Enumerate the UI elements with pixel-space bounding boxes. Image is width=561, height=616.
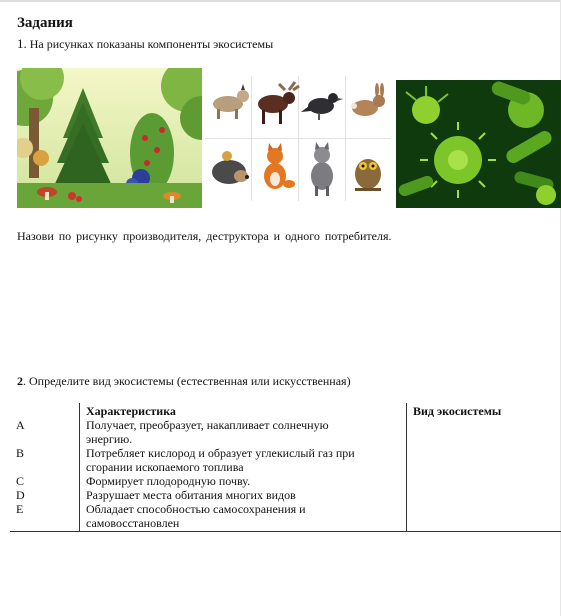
crow-icon <box>301 93 343 120</box>
row-letter: B <box>10 446 80 474</box>
line: самовосстановлен <box>86 516 180 530</box>
table-row <box>10 418 561 446</box>
row-ecosystem-type-cell[interactable] <box>407 502 561 532</box>
task-1-label: На рисунках показаны компоненты экосистемы <box>29 37 274 51</box>
top-border <box>0 0 561 2</box>
row-ecosystem-type-cell[interactable] <box>407 418 561 446</box>
hedgehog-icon <box>212 151 249 184</box>
line: Потребляет кислород и образует углекислый газ при <box>86 446 355 460</box>
task-2-text <box>17 374 351 389</box>
animals-image <box>205 76 391 201</box>
page-heading: Задания <box>17 15 73 31</box>
row-ecosystem-type-cell[interactable] <box>407 488 561 502</box>
row-letter: E <box>10 502 80 532</box>
task-2-label: . Определите вид экосистемы (естественная или искусственная) <box>23 374 351 388</box>
row-characteristic <box>80 488 407 502</box>
moose-icon <box>258 82 299 124</box>
question-text: Назови по рисунку производителя, деструктора и одного потребителя. <box>17 229 392 243</box>
line: Формирует плодородную почву. <box>86 474 251 488</box>
forest-image <box>17 68 202 208</box>
owl-icon <box>355 159 381 191</box>
row-characteristic <box>80 474 407 488</box>
line: Обладает способностью самосохранения и <box>86 502 306 516</box>
table-row <box>10 446 561 474</box>
header-letter <box>10 403 80 418</box>
lynx-icon <box>213 84 249 119</box>
row-characteristic <box>80 502 407 532</box>
row-characteristic <box>80 446 407 474</box>
row-letter: C <box>10 474 80 488</box>
line: Получает, преобразует, накапливает солнечную <box>86 418 329 432</box>
ecosystem-table <box>10 403 561 532</box>
row-ecosystem-type-cell[interactable] <box>407 446 561 474</box>
table-row <box>10 488 561 502</box>
bacteria-image <box>396 80 561 208</box>
header-characteristic: Характеристика <box>80 403 407 418</box>
row-characteristic <box>80 418 407 446</box>
line: сгорании ископаемого топлива <box>86 460 244 474</box>
table-row <box>10 474 561 488</box>
header-ecosystem-type: Вид экосистемы <box>413 404 502 418</box>
row-letter: D <box>10 488 80 502</box>
row-ecosystem-type-cell[interactable] <box>407 474 561 488</box>
task-1-number: 1. <box>17 36 27 51</box>
line: Разрушает места обитания многих видов <box>86 488 296 502</box>
fox-icon <box>264 143 295 189</box>
table-row <box>10 502 561 532</box>
line: энергию. <box>86 432 133 446</box>
task-2-number: 2 <box>17 374 23 388</box>
task-1-text <box>17 36 273 52</box>
hare-icon <box>351 83 385 116</box>
table-header-row <box>10 403 561 418</box>
wolf-icon <box>311 142 333 196</box>
row-letter: A <box>10 418 80 446</box>
